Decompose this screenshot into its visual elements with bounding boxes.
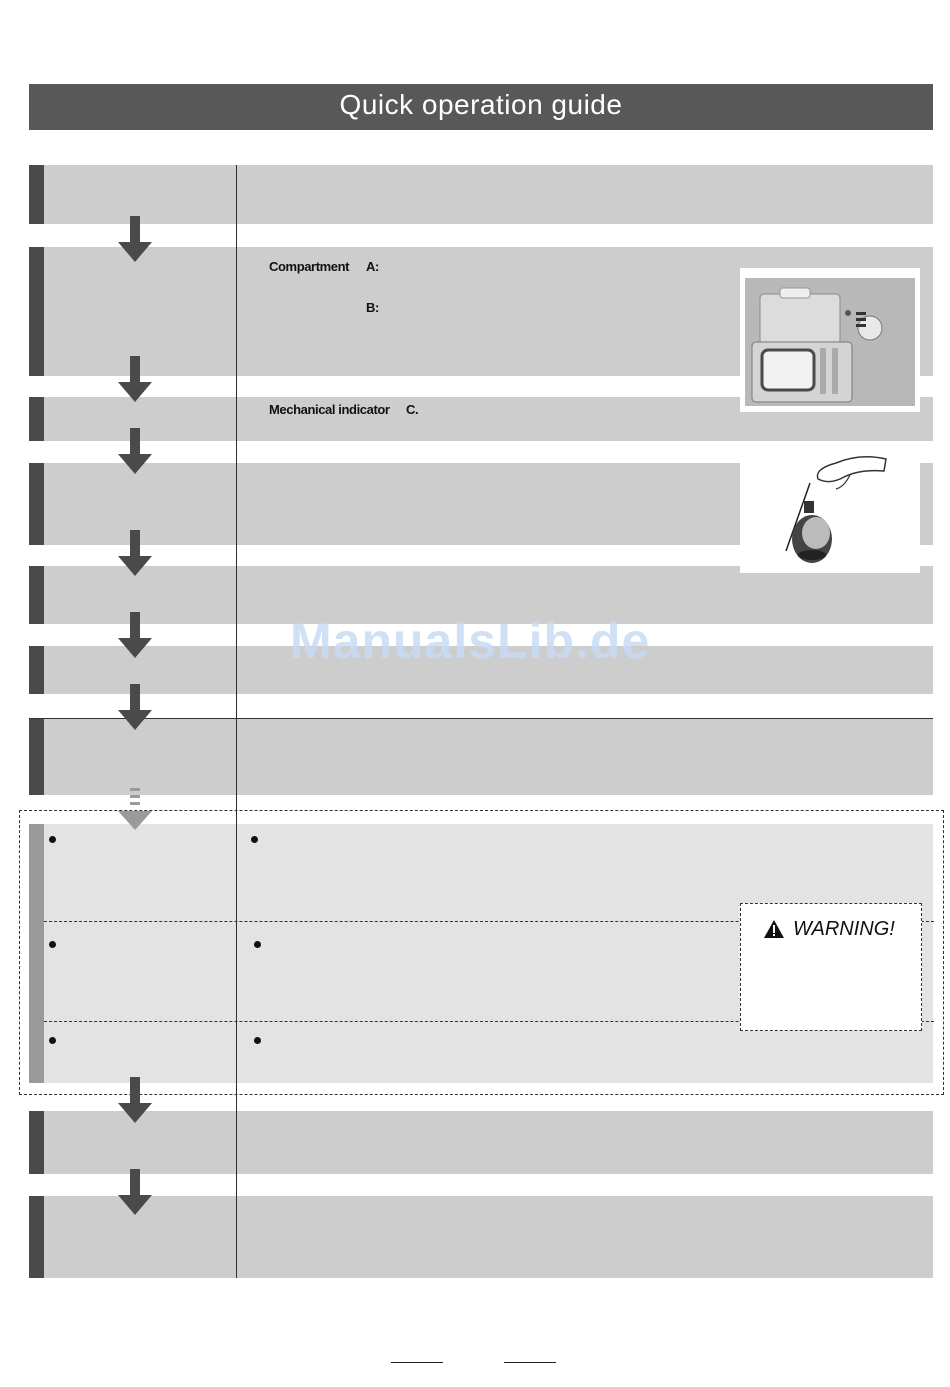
step-marker	[29, 1196, 44, 1278]
bullet	[49, 1037, 56, 1044]
footer-line	[504, 1362, 556, 1363]
down-arrow-icon	[117, 612, 153, 658]
optional-marker	[29, 824, 44, 1083]
warning-box	[740, 903, 922, 1031]
step-marker	[29, 719, 44, 795]
watermark: ManualsLib.de	[290, 613, 651, 669]
down-arrow-icon	[117, 684, 153, 730]
step-marker	[29, 165, 44, 224]
warning-icon	[763, 919, 785, 939]
compartment-a-label: A:	[366, 259, 379, 274]
bullet	[251, 836, 258, 843]
dispenser-image	[740, 268, 920, 412]
title-bar	[29, 84, 933, 130]
down-arrow-icon	[117, 216, 153, 262]
step-marker	[29, 646, 44, 694]
step-marker	[29, 1111, 44, 1174]
down-arrow-icon	[117, 428, 153, 474]
down-arrow-icon	[117, 530, 153, 576]
step-row-1	[29, 165, 933, 224]
column-divider	[236, 165, 237, 1278]
compartment-b-label: B:	[366, 300, 379, 315]
indicator-label: Mechanical indicator	[269, 402, 390, 417]
warning-label: WARNING!	[793, 918, 895, 940]
down-arrow-icon	[117, 356, 153, 402]
indicator-c-label: C.	[406, 402, 419, 417]
page-title: Quick operation guide	[339, 89, 623, 120]
step-row-8	[29, 1111, 933, 1174]
step-row-9	[29, 1196, 933, 1278]
down-arrow-icon	[117, 1077, 153, 1123]
bullet	[254, 1037, 261, 1044]
compartment-label: Compartment	[269, 259, 350, 274]
step-marker	[29, 566, 44, 624]
bullet	[49, 941, 56, 948]
step-marker	[29, 247, 44, 376]
filter-image	[740, 449, 920, 573]
dashed-down-arrow-icon	[117, 786, 153, 832]
step-marker	[29, 463, 44, 545]
footer-line	[391, 1362, 443, 1363]
bullet	[254, 941, 261, 948]
step-marker	[29, 397, 44, 441]
bullet	[49, 836, 56, 843]
step-row-7	[29, 718, 933, 795]
down-arrow-icon	[117, 1169, 153, 1215]
